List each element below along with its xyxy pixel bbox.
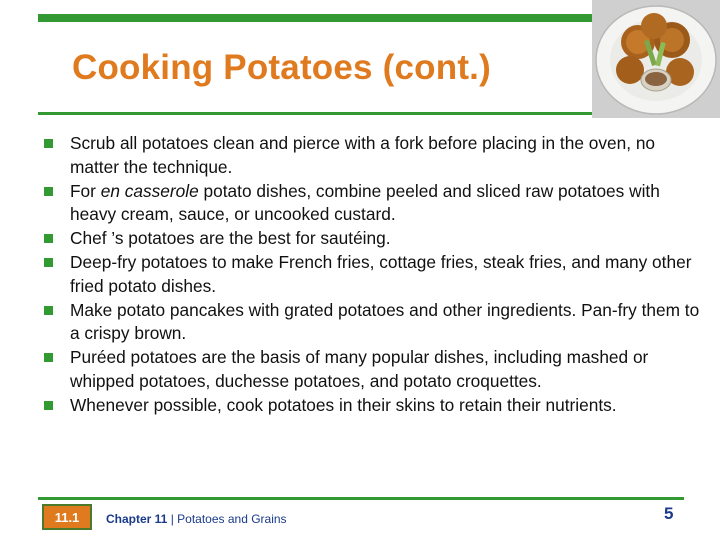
chapter-label: Chapter 11 (106, 512, 168, 526)
bullet-list (44, 132, 704, 418)
slide-title: Cooking Potatoes (cont.) (72, 48, 491, 87)
bullet-text: Puréed potatoes are the basis of many popular dishes, including mashed or whipped potatoes, duchesse potatoes, and potato croquettes. (70, 347, 649, 391)
title-divider (38, 112, 592, 115)
square-bullet-icon (44, 353, 53, 362)
bullet-item (44, 394, 704, 418)
bullet-item (44, 227, 704, 251)
square-bullet-icon (44, 234, 53, 243)
bullet-text: Deep-fry potatoes to make French fries, cottage fries, steak fries, and many other fried potato dishes. (70, 251, 692, 296)
section-badge: 11.1 (42, 504, 92, 530)
bullet-text: Whenever possible, cook potatoes in their skins to retain their nutrients. (70, 394, 617, 415)
plate-illustration (592, 0, 720, 118)
bullet-item (44, 132, 704, 180)
footer-chapter (106, 512, 287, 526)
bullet-text: Chef ’s potatoes are the best for sautéing. (70, 228, 391, 249)
bullet-text: For (70, 180, 101, 201)
bullet-text: Scrub all potatoes clean and pierce with a fork before placing in the oven, no matter the technique. (70, 133, 656, 177)
page-number: 5 (664, 504, 674, 523)
square-bullet-icon (44, 401, 53, 410)
bullet-item (44, 346, 704, 394)
square-bullet-icon (44, 187, 53, 196)
chapter-title: Potatoes and Grains (177, 512, 287, 526)
bullet-text-after: potato dishes, combine peeled and sliced raw potatoes with heavy cream, sauce, or uncooked custard. (70, 180, 660, 225)
top-accent-bar (38, 14, 592, 22)
bullet-item (44, 180, 704, 228)
bullet-item (44, 299, 704, 347)
footer-divider (38, 497, 684, 500)
bullet-item (44, 251, 704, 299)
chapter-separator: | (167, 512, 178, 526)
bullet-italic-text: en casserole (100, 180, 199, 201)
bullet-text: Make potato pancakes with grated potatoes and other ingredients. Pan-fry them to a crispy brown. (70, 299, 700, 344)
plated-potato-pancakes-photo (592, 0, 720, 118)
square-bullet-icon (44, 306, 53, 315)
square-bullet-icon (44, 258, 53, 267)
square-bullet-icon (44, 139, 53, 148)
